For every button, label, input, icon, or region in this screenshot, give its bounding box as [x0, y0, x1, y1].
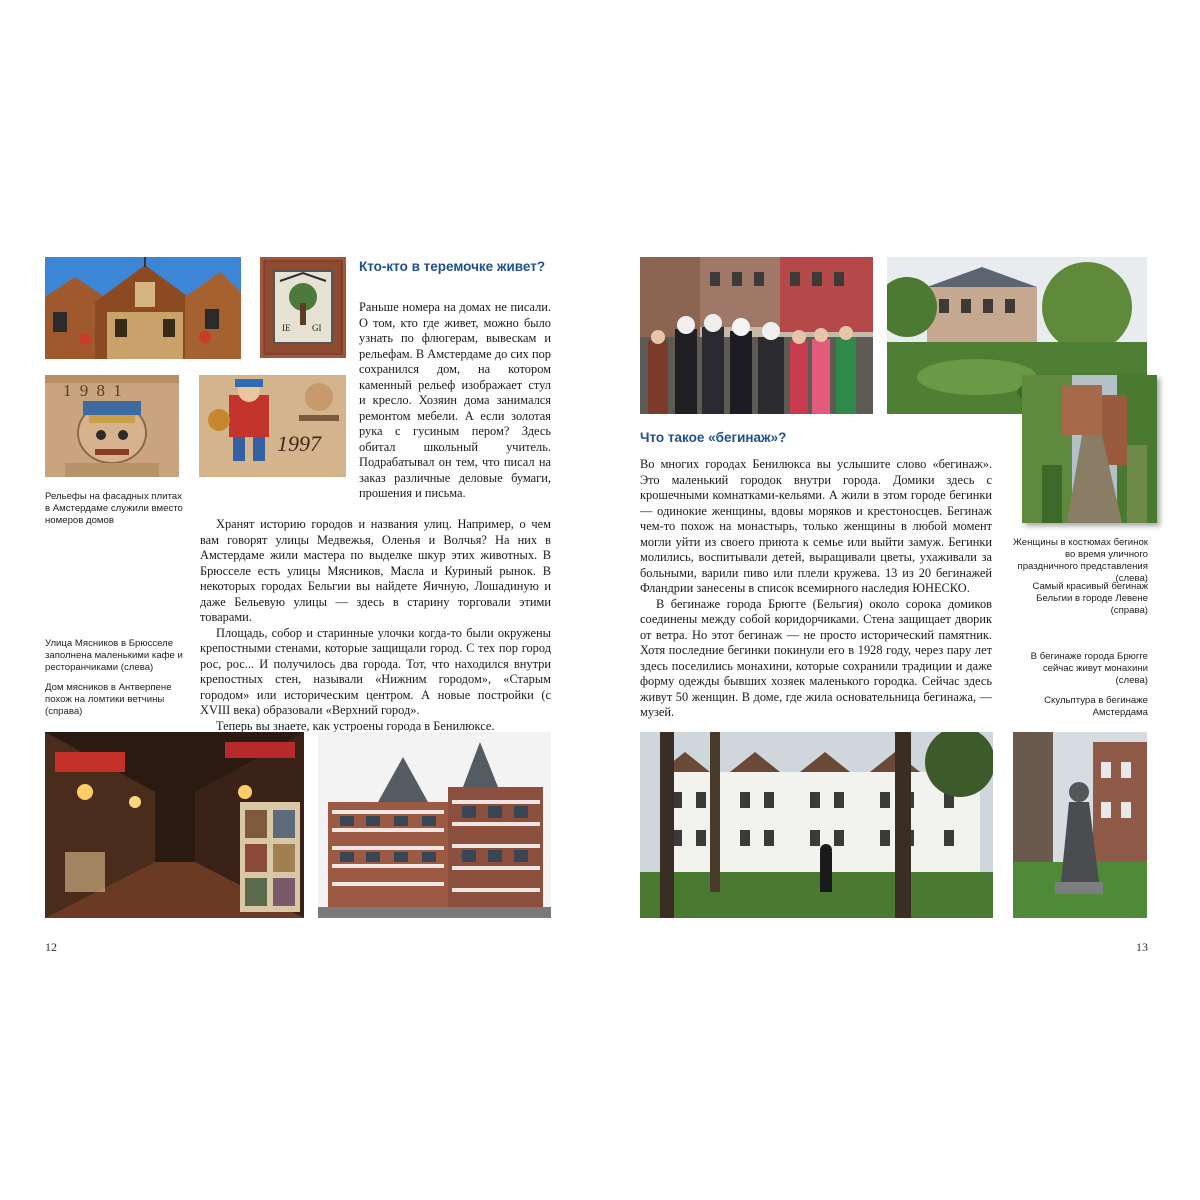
photo-night-street — [45, 732, 304, 918]
caption-bruges: В бегинаже города Брюгге сейчас живут монахини (слева) — [1030, 651, 1148, 686]
relief-year-left: 1 9 8 1 — [63, 381, 124, 400]
left-paragraphs-rest — [200, 517, 551, 734]
photo-gabled-roofs — [45, 257, 241, 359]
left-paragraph-2: Хранят историю городов и названия улиц. Например, о чем вам говорят улицы Медвежья, Оленья и Волчья? На них в Амстердаме жили мастера по выделке шкур этих животных. В Брюсселе есть улицы Мясников, Масла и Куриный рынок. В некоторых городах Бельгии вы найдете Яичную, Лошадиную и даже Бельевую улицы — здесь в старину торговали этими товарами. — [200, 517, 551, 624]
photo-relief-face — [45, 375, 179, 477]
caption-reliefs: Рельефы на фасадных плитах в Амстердаме служили вместо номеров домов — [45, 491, 183, 526]
left-paragraph-4: Теперь вы знаете, как устроены города в Бенилюксе. — [216, 718, 495, 733]
photo-canal — [1022, 375, 1157, 523]
caption-butchers-street: Улица Мясников в Брюсселе заполнена маленькими кафе и ресторанчиками (слева) — [45, 638, 183, 673]
photo-butchers-house — [318, 732, 551, 918]
caption-butchers-house: Дом мясников в Антверпене похож на ломтики ветчины (справа) — [45, 682, 172, 717]
right-paragraphs — [640, 457, 992, 721]
photo-bruges-beguinage — [640, 732, 993, 918]
caption-leuven: Самый красивый бегинаж Бельгии в городе Левене (справа) — [1032, 581, 1148, 616]
left-paragraph-1-text: Раньше номера на домах не писали. О том, кто где живет, можно было узнать по флюгерам, вывескам и рельефам. В Амстердаме до сих пор сохранился дом, на котором каменный рельеф изображает стул и кресло. Хозяин дома занимался ремонтом мебели. А если золотая рука с гусиным пером? Здесь обитал школьный учитель. Подрабатывал он тем, что писал на заказ различные деловые бумаги, прошения и письма. — [359, 300, 551, 500]
photo-beguine-costumes — [640, 257, 873, 414]
photo-relief-figure — [199, 375, 346, 477]
photo-amsterdam-sculpture — [1013, 732, 1147, 918]
caption-beguine-costumes: Женщины в костюмах бегинок во время уличного праздничного представления (слева) — [1013, 537, 1148, 584]
right-paragraph-2: В бегинаже города Брюгге (Бельгия) около сорока домиков соединены между собой коридорчиками. Стена защищает дворик от ветра. Но этот бегинаж — не просто исторический памятник. Хотя последние бегинки покинули его в 1928 году, через пару лет здесь поселились монахини, которые сохранили традиции и даже форму одежды бывших хозяек маленького городка. Сейчас здесь живут 50 женщин. В доме, где жила основательница бегинажа, — музей. — [640, 596, 992, 719]
tile-right-text: GI — [312, 323, 322, 333]
relief-year-right: 1997 — [277, 431, 321, 456]
right-article-heading: Что такое «бегинаж»? — [640, 430, 787, 445]
right-page-number: 13 — [1136, 940, 1148, 954]
photo-tree-relief — [260, 257, 346, 358]
right-paragraph-1: Во многих городах Бенилюкса вы услышите слово «бегинаж». Это маленький городок внутри города. Домики здесь с крошечными комнатками-кельями. А жили в этом городе бегинки — одинокие женщины, вдовы моряков и крестоносцев. Бегинаж чем-то похож на монастырь, только женщины в любой момент могли уйти из своего приюта к семье или выйти замуж. Бегинки молились, воспитывали детей, выращивали цветы, ухаживали за больными, варили пиво или плели кружева. 13 из 20 бегинажей Фландрии занесены в список всемирного наследия ЮНЕСКО. — [640, 457, 992, 595]
tile-left-text: IE — [282, 323, 291, 333]
left-paragraph-3: Площадь, собор и старинные улочки когда-то были окружены крепостными стенами, которые защищали город. С тех пор город рос, рос... И получилось два города. Тот, что находился внутри крепостных стен, называли «Нижним городом», «Старым городом» или историческим центром. А новые постройки (с XVIII века) образовали «Верхний город». — [200, 625, 551, 717]
left-article-heading: Кто-кто в теремочке живет? — [359, 259, 546, 274]
left-page-number: 12 — [45, 940, 57, 954]
left-paragraph-1 — [359, 300, 551, 502]
caption-sculpture: Скульптура в бегинаже Амстердама — [1044, 695, 1148, 718]
